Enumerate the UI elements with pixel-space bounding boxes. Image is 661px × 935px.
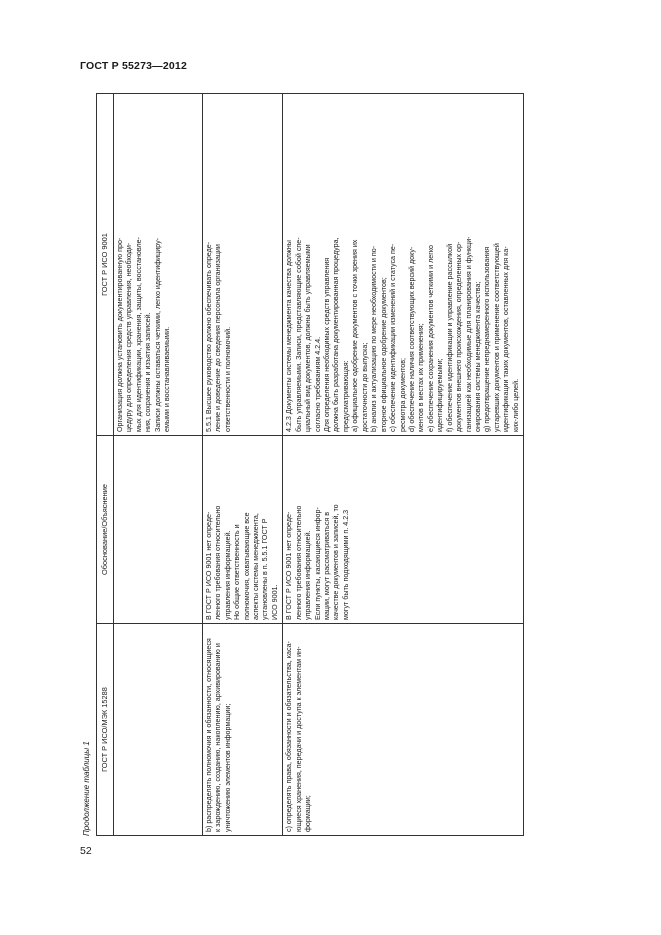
cell-text-line: ресмотра документов; xyxy=(398,357,407,432)
cell-text-line: Если пункты, касающиеся инфор- xyxy=(313,507,322,620)
rotated-table-area xyxy=(82,94,590,836)
row3-col1-cell xyxy=(283,624,524,836)
cell-text-line: мации, могут рассматриваться в xyxy=(323,512,332,620)
table-row xyxy=(202,94,283,836)
cell-text-line: b) распределять полномочия и обязанности, относящиеся xyxy=(204,638,213,832)
table-row xyxy=(283,94,524,836)
cell-text-line: ния, сохранения и изъятия записей. xyxy=(144,312,153,432)
cell-text-line: устаревших документов и применение соответствующей xyxy=(492,243,501,432)
cell-text-line: g) предотвращение непреднамеренного использования xyxy=(483,246,492,432)
cell-text-line: быть управляемыми. Записи, представляющие собой спе- xyxy=(294,237,303,432)
cell-text-line: идентифицируемыми; xyxy=(436,358,445,432)
cell-text-line: должна быть разработана документированная процедура, xyxy=(332,237,341,432)
cell-text-line: качестве документов и записей, то xyxy=(332,504,341,620)
cell-text-line: c) определять права, обязанности и обязательства, каса- xyxy=(285,641,294,832)
row2-col1-cell xyxy=(202,624,283,836)
cell-text-line: Но общие ответственность и xyxy=(233,524,242,620)
cell-text-line: В ГОСТ Р ИСО 9001 нет опреде- xyxy=(285,511,294,620)
document-code: ГОСТ Р 55273—2012 xyxy=(80,60,188,72)
cell-text-line: 5.5.1 Высшее руководство должно обеспечивать опреде- xyxy=(204,241,213,432)
cell-text-line: ленного требования относительно xyxy=(214,505,223,620)
cell-text-line: формации; xyxy=(304,795,313,832)
cell-text-line: Записи должны оставаться четкими, легко идентифициру- xyxy=(153,237,162,432)
cell-text-line: c) обеспечение идентификации изменений и статуса пе- xyxy=(389,243,398,432)
cell-text-line: Организация должна установить документированную про- xyxy=(115,237,124,432)
cell-text-line: к зарождению, созданию, накоплению, архивированию и xyxy=(214,643,223,832)
cell-text-line: e) обеспечение сохранения документов четкими и легко xyxy=(426,245,435,432)
row2-col3-cell xyxy=(202,94,283,436)
cell-text-line: установлены в п. 5.5.1 ГОСТ Р xyxy=(261,518,270,620)
cell-text-line: вторное официальное одобрение документов; xyxy=(379,277,388,432)
cell-text-line: f) обеспечение идентификации и управление рассылкой xyxy=(445,243,454,432)
cell-text-line: ление и доведение до сведения персонала организации xyxy=(214,244,223,432)
cell-text-line: ответственности и полномочий. xyxy=(223,326,232,432)
cell-text-line: предусматривающая: xyxy=(341,360,350,432)
cell-text-line: аспекты системы менеджмента, xyxy=(251,513,260,620)
cell-text-line: ющиеся хранения, передачи и доступа к элементам ин- xyxy=(294,646,303,832)
cell-text-line: уничтожению элементов информации; xyxy=(223,703,232,832)
column-header-iso-9001: ГОСТ Р ИСО 9001 xyxy=(97,94,114,436)
cell-text-line: ИСО 9001. xyxy=(270,584,279,620)
cell-text-line: управления информацией. xyxy=(223,530,232,620)
cell-text-line: Для определения необходимых средств управления xyxy=(323,257,332,432)
row3-col2-cell xyxy=(283,436,524,624)
cell-text-line: циальный вид документов, должны быть управляемыми xyxy=(304,244,313,432)
cell-text-line: b) анализ и актуализацию по мере необходимости и по- xyxy=(370,245,379,432)
cell-text-line: d) обеспечение наличия соответствующих версий доку- xyxy=(407,246,416,432)
row2-col2-cell xyxy=(202,436,283,624)
cell-text-line: ганизацией как необходимые для планирования и функци- xyxy=(464,236,473,432)
column-header-iso-15288: ГОСТ Р ИСО/МЭК 15288 xyxy=(97,624,114,836)
row1-col1-cell xyxy=(113,624,202,836)
column-header-justification: Обоснование/Объяснение xyxy=(97,436,114,624)
cell-text-line: онирования системы менеджмента качества; xyxy=(474,281,483,432)
row3-col3-cell xyxy=(283,94,524,436)
row1-col2-cell xyxy=(113,436,202,624)
row1-col3-cell xyxy=(113,94,202,436)
cell-text-line: цедуру для определения средств управления, необходи- xyxy=(125,242,134,432)
table-continuation-label: Продолжение таблицы 1 xyxy=(82,741,91,836)
cell-text-line: ленного требования относительно xyxy=(294,505,303,620)
table-header-row xyxy=(97,94,114,836)
cell-text-line: 4.2.3 Документы системы менеджмента качества должны xyxy=(285,240,294,432)
table-row xyxy=(113,94,202,836)
cell-text-line: согласно требованиям 4.2.4. xyxy=(313,336,322,432)
cell-text-line: ментов в местах их применения; xyxy=(417,323,426,432)
cell-text-line: идентификации таких документов, оставленных для ка- xyxy=(502,246,511,432)
cell-text-line: достаточности до выпуска; xyxy=(360,342,369,432)
cell-text-line: a) официальное одобрение документов с точки зрения их xyxy=(351,239,360,432)
page-number: 52 xyxy=(80,845,92,857)
cell-text-line: В ГОСТ Р ИСО 9001 нет опреде- xyxy=(204,511,213,620)
cell-text-line: ких-либо целей. xyxy=(511,378,520,432)
cell-text-line: управления информацией. xyxy=(304,530,313,620)
cell-text-line: мых для идентификации, хранения, защиты, восстановле- xyxy=(134,237,143,432)
comparison-table xyxy=(96,93,524,836)
cell-text-line: емыми и восстанавливаемыми. xyxy=(162,326,171,432)
cell-text-line: полномочия, охватывающие все xyxy=(242,512,251,620)
cell-text-line: документов внешнего происхождения, определенных ор- xyxy=(455,241,464,432)
cell-text-line: могут быть подходящими п. 4.2.3 xyxy=(341,509,350,620)
